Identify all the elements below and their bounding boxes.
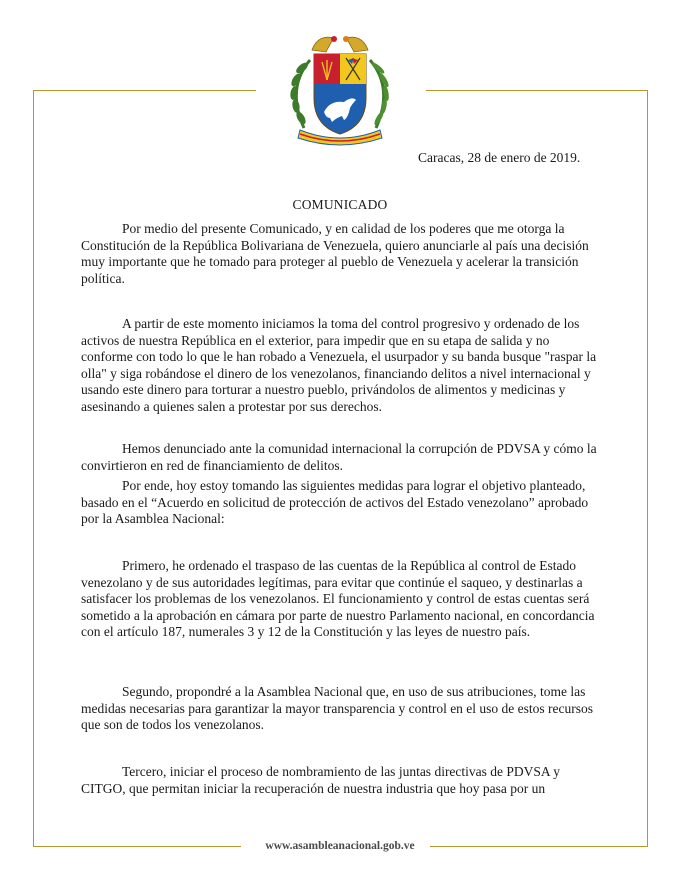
paragraph-third-measure: Tercero, iniciar el proceso de nombramiento de las juntas directivas de PDVSA y CITGO, que permitan iniciar la recuperación de nuestra industria que hoy pasa por un (81, 764, 561, 796)
document-date: Caracas, 28 de enero de 2019. (418, 150, 581, 165)
paragraph-pdvsa-denounce: Hemos denunciado ante la comunidad internacional la corrupción de PDVSA y cómo la convirtieron en red de financiamiento de delitos. (81, 441, 597, 473)
footer-url: www.asambleanacional.gob.ve (265, 840, 415, 852)
paragraph-measures: Por ende, hoy estoy tomando las siguientes medidas para lograr el objetivo planteado, basado en el “Acuerdo en solicitud de protección de activos del Estado venezolano” aprobado por la Asamblea Nacional: (81, 478, 589, 526)
frame-top-left-line (33, 90, 256, 91)
document-title: COMUNICADO (292, 197, 388, 212)
coat-of-arms-icon (260, 28, 420, 148)
paragraph-second-measure: Segundo, propondré a la Asamblea Nacional que, en uso de sus atribuciones, tome las medidas necesarias para garantizar la mayor transparencia y control en el uso de estos recursos que son de todos los venezolanos. (81, 684, 594, 732)
paragraph-intro: Por medio del presente Comunicado, y en calidad de los poderes que me otorga la Constitución de la República Bolivariana de Venezuela, quiero anunciarle al país una decisión muy importante que he tomado para proteger al pueblo de Venezuela y acelerar la transición política. (81, 221, 589, 286)
frame-top-right-line (426, 90, 648, 91)
paragraph-first-measure: Primero, he ordenado el traspaso de las cuentas de la República al control de Estado venezolano y de sus autoridades legítimas, para evitar que continúe el saqueo, y destinarlas a satisfacer los problemas de los venezolanos. El funcionamiento y control de estas cuentas será sometido a la aprobación en cámara por parte de nuestro Parlamento nacional, en concordancia con el artículo 187, numerales 3 y 12 de la Constitución y las leyes de nuestro país. (81, 558, 595, 639)
paragraph-asset-control: A partir de este momento iniciamos la toma del control progresivo y ordenado de los activos de nuestra República en el exterior, para impedir que en su etapa de salida y no conforme con todo lo que le han robado a Venezuela, el usurpador y su banda busque "raspar la olla" y siga robándose el dinero de los venezolanos, financiando delitos a nivel internacional y usando este dinero para torturar a nuestro pueblo, privándolos de alimentos y medicinas y asesinando a quienes salen a protestar por sus derechos. (81, 316, 597, 414)
